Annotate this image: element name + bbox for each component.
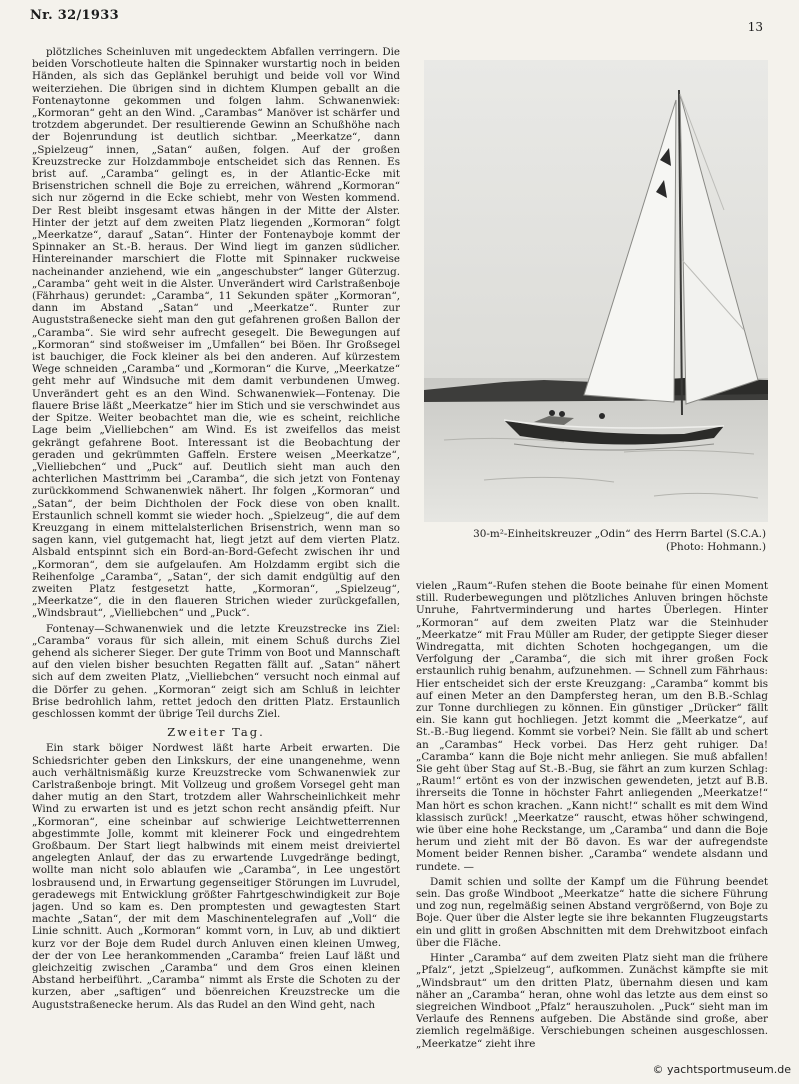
issue-number: Nr. 32/1933 (30, 8, 119, 23)
photo-credit: (Photo: Hohmann.) (665, 541, 766, 553)
page-number: 13 (747, 20, 763, 34)
paragraph: Ein stark böiger Nordwest läßt harte Arbeit erwarten. Die Schiedsrichter geben den Linkskurs, der eine unangenehme, wenn auch verhältnismäßig kurze Kreuzstrecke vom Schwanenwiek zur Carlstraßenboje bringt. Mit Vollzeug und großem Vorsegel geht man daher mutig an den Start, trotzdem aller Wahrscheinlichkeit mehr Wind zu erwarten ist und es jetzt schon recht ansändig pfeift. Nur „Kormoran“, eine scheinbar auf schwierige Leichtwetterrennen abgestimmte Jolle, kommt mit kleinerer Fock und eingedrehtem Großbaum. Der Start liegt halbwinds mit einem meist dreiviertel angelegten Anlauf, der das zu erwartende Luvgedränge bedingt, wollte man nicht solo ablaufen wie „Caramba“, in Lee ungestört losbrausend und, in Erwartung gegenseitiger Störungen im Luvrudel, geradewegs mit Entwicklung größter Fahrtgeschwindigkeit zur Boje jagen. Und so kam es. Den promptesten und gewagtesten Start machte „Satan“, der mit dem Maschinentelegrafen auf „Voll“ die Linie schnitt. Auch „Kormoran“ kommt vorn, in Luv, ab und diktiert kurz vor der Boje dem Rudel durch Anluven einen kleinen Umweg, der der von Lee herankommenden „Caramba“ freien Lauf läßt und gleichzeitig zwischen „Caramba“ und dem Gros einen kleinen Abstand herbeiführt. „Caramba“ nimmt als Erste die Schoten zu der kurzen, aber „saftigen“ und böenreichen Kreuzstrecke um die Auguststraßenecke herum. Als das Rudel an den Wind geht, nach (32, 742, 400, 1011)
paragraph: Hinter „Caramba“ auf dem zweiten Platz sieht man die frühere „Pfalz“, jetzt „Spielzeug“, aufkommen. Zunächst kämpfte sie mit „Windsbraut“ um den dritten Platz, übernahm diesen und kam näher an „Caramba“ heran, ohne wohl das letzte aus dem einst so siegreichen Windboot „Pfalz“ herauszuholen. „Puck“ sieht man im Verlaufe des Rennens aufgeben. Die Abstände sind große, aber ziemlich regelmäßige. Verschiebungen scheinen ausgeschlossen. „Meerkatze“ zieht ihre (416, 952, 768, 1050)
paragraph: vielen „Raum“-Rufen stehen die Boote beinahe für einen Moment still. Ruderbewegungen und plötzliches Anluven bringen höchste Unruhe, Fahrtverminderung und hartes Überlegen. Hinter „Kormoran“ auf dem zweiten Platz war die Steinhuder „Meerkatze“ mit Frau Müller am Ruder, der getippte Sieger dieser Windregatta, mit dichten Schoten hochgegangen, um die Verfolgung der „Caramba“, die sich mit ihrer großen Fock erstaunlich ruhig benahm, aufzunehmen. — Schnell zum Fährhaus: Hier entscheidet sich der erste Kreuzgang: „Caramba“ kommt bis auf einen Meter an den Dampfersteg heran, um den B.B.-Schlag zur Tonne durchliegen zu können. Ein günstiger „Drücker“ fällt ein. Sie kann gut hochliegen. Jetzt kommt die „Meerkatze“, auf St.-B.-Bug liegend. Kommt sie vorbei? Nein. Sie fällt ab und schert an „Carambas“ Heck vorbei. Das Herz geht ruhiger. Da! „Caramba“ kann die Boje nicht mehr anliegen. Sie muß abfallen! Sie geht über Stag auf St.-B.-Bug, sie fährt an zum kurzen Schlag: „Raum!“ ertönt es von der inzwischen gewendeten, jetzt auf B.B. ihrerseits die Tonne in höchster Fahrt anliegenden „Meerkatze!“ Man hört es schon krachen. „Kann nicht!“ schallt es mit dem Wind klassisch zurück! „Meerkatze“ rauscht, etwas höher schwingend, wie über eine hohe Reckstange, um „Caramba“ und dann die Boje herum und zieht mit der Bö davon. Es war der aufregendste Moment beider Rennen bisher. „Caramba“ wendete alsdann und rundete. — (416, 580, 768, 873)
photo-caption (420, 528, 766, 554)
left-column (32, 46, 400, 1078)
section-heading: Zweiter Tag. (167, 725, 265, 740)
paragraph: plötzliches Scheinluven mit ungedecktem Abfallen verringern. Die beiden Vorschotleute halten die Spinnaker wurstartig noch in beiden Händen, als sich das Geplänkel beruhigt und beide voll vor Wind weiterziehen. Die übrigen sind in dichtem Klumpen geballt an die Fontenaytonne gekommen und folgen lahm. Schwanenwiek: „Kormoran“ geht an den Wind. „Carambas“ Manöver ist schärfer und trotzdem abgerundet. Der resultierende Gewinn an Schußhöhe nach der Bojenrundung ist deutlich sichtbar. „Meerkatze“, dann „Spielzeug“ innen, „Satan“ außen, folgen. Auf der großen Kreuzstrecke zur Holzdammboje entscheidet sich das Rennen. Es brist auf. „Caramba“ gelingt es, in der Atlantic-Ecke mit Brisenstrichen schnell die Boje zu erreichen, während „Kormoran“ sich nur zögernd in die Ecke schiebt, mehr von Westen kommend. Der Rest bleibt insgesamt etwas hängen in der Mitte der Alster. Hinter der jetzt auf dem zweiten Platz liegenden „Kormoran“ folgt „Meerkatze“, darauf „Satan“. Hinter der Fontenayboje kommt der Spinnaker an St.-B. heraus. Der Wind liegt im ganzen südlicher. Hintereinander marschiert die Flotte mit Spinnaker ruckweise nacheinander anziehend, wie ein „angeschubster“ langer Güterzug. „Caramba“ geht weit in die Alster. Unverändert wird Carlstraßenboje (Fährhaus) gerundet: „Caramba“, 11 Sekunden später „Kormoran“, dann im Abstand „Satan“ und „Meerkatze“. Runter zur Auguststraßenecke sieht man den gut gefahrenen großen Ballon der „Caramba“. Sie wird sehr aufrecht gesegelt. Die Bewegungen auf „Kormoran“ sind stoßweiser im „Umfallen“ bei Böen. Ihr Großsegel ist bauchiger, die Fock kleiner als bei den anderen. Auf kürzestem Wege schneiden „Caramba“ und „Kormoran“ die Kurve, „Meerkatze“ geht mehr auf Windsuche mit dem damit verbundenen Umweg. Unverändert geht es an den Wind. Schwanenwiek—Fontenay. Die flauere Brise läßt „Meerkatze“ hier im Stich und sie verschwindet aus der Spitze. Weiter beobachtet man die, wie es scheint, reichliche Lage beim „Vielliebchen“ am Wind. Es ist zweifellos das meist gekrängt gefahrene Boot. Interessant ist die Beobachtung der geraden und gekrümmten Gaffeln. Erstere weisen „Meerkatze“, „Vielliebchen“ und „Puck“ auf. Deutlich sieht man auch den achterlichen Masttrimm bei „Caramba“, die sich jetzt von Fontenay zurückkommend Schwanenwiek nähert. Ihr folgen „Kormoran“ und „Satan“, der beim Dichtholen der Fock diese von oben knallt. Erstaunlich schnell kommt sie wieder hoch. „Spielzeug“, die auf dem Kreuzgang in einem mittelalsterlichen Brisenstrich, wenn man so sagen kann, viel gutgemacht hat, liegt jetzt auf dem vierten Platz. Alsbald entspinnt sich ein Bord-an-Bord-Gefecht zwischen ihr und „Kormoran“, dem sie aufgelaufen. Am Holzdamm ergibt sich die Reihenfolge „Caramba“, „Satan“, der sich damit endgültig auf den zweiten Platz festgesetzt hatte, „Kormoran“, „Spielzeug“, „Meerkatze“, die in den flaueren Strichen wieder zurückgefallen, „Windsbraut“, „Vielliebchen“ und „Puck“. (32, 46, 400, 620)
sailboat-photo (424, 60, 768, 522)
paragraph: Damit schien und sollte der Kampf um die Führung beendet sein. Das große Windboot „Meerkatze“ hatte die sichere Führung und zog nun, regelmäßig seinen Abstand vergrößernd, von Boje zu Boje. Quer über die Alster legte sie ihre bekannten Flugzeugstarts ein und glitt in großen Abschnitten mit dem Drehwitzboot einfach über die Fläche. (416, 875, 768, 949)
caption-text: 30-m²-Einheitskreuzer „Odin“ des Herrn Bartel (S.C.A.) (473, 528, 766, 540)
paragraph: Fontenay—Schwanenwiek und die letzte Kreuzstrecke ins Ziel: „Caramba“ voraus für sich allein, mit einem Schuß durchs Ziel gehend als sicherer Sieger. Der gute Trimm von Boot und Mannschaft auf den vielen bisher besuchten Regatten fällt auf. „Satan“ nähert sich auf dem zweiten Platz, „Vielliebchen“ versucht noch einmal auf die Dörfer zu gehen. „Kormoran“ zeigt sich am Schluß in leichter Brise bedrohlich lahm, rettet jedoch den dritten Platz. Erstaunlich geschlossen kommt der übrige Teil durchs Ziel. (32, 622, 400, 720)
watermark: © yachtsportmuseum.de (652, 1063, 791, 1076)
right-column (416, 580, 768, 1072)
sailboat-illustration (424, 60, 768, 522)
